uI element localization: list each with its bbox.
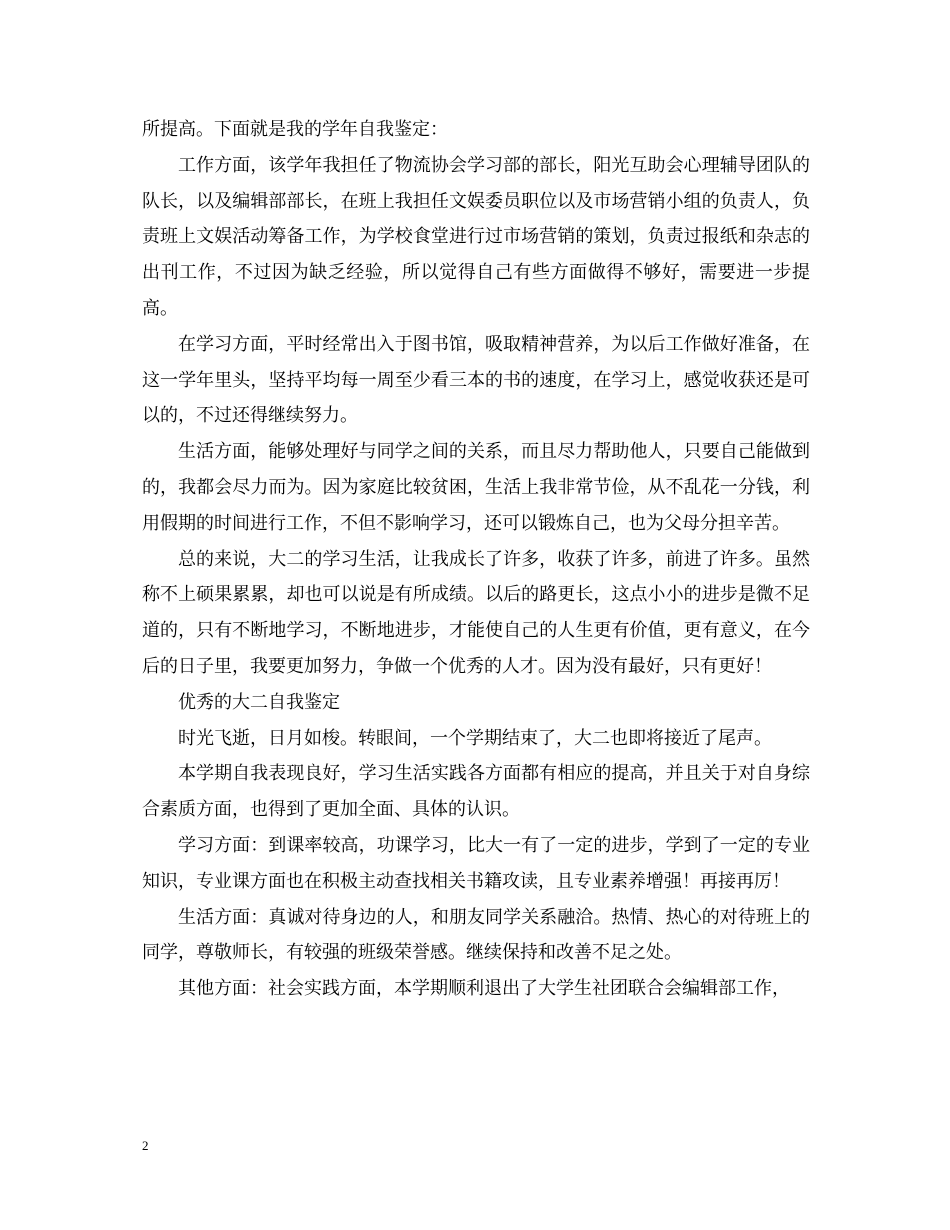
paragraph-study-2: 学习方面：到课率较高，功课学习，比大一有了一定的进步，学到了一定的专业知识，专业课方面也在积极主动查找相关书籍攻读，且专业素养增强！再接再厉！: [142, 834, 810, 892]
paragraph-life-2: 生活方面：真诚对待身边的人，和朋友同学关系融洽。热情、热心的对待班上的同学，尊敬师长，有较强的班级荣誉感。继续保持和改善不足之处。: [142, 906, 810, 964]
paragraph-continuation: 所提高。下面就是我的学年自我鉴定：: [142, 119, 448, 140]
page-number: 2: [142, 1138, 149, 1153]
paragraph-intro: 时光飞逝，日月如梭。转眼间，一个学期结束了，大二也即将接近了尾声。: [178, 727, 772, 749]
paragraph-performance: 本学期自我表现良好，学习生活实践各方面都有相应的提高，并且关于对自身综合素质方面，也得到了更加全面、具体的认识。: [142, 763, 810, 821]
paragraph-study: 在学习方面，平时经常出入于图书馆，吸取精神营养，为以后工作做好准备，在这一学年里头，坚持平均每一周至少看三本的书的速度，在学习上，感觉收获还是可以的，不过还得继续努力。: [142, 333, 810, 427]
paragraph-other: 其他方面：社会实践方面，本学期顺利退出了大学生社团联合会编辑部工作，: [178, 978, 790, 1000]
paragraph-summary: 总的来说，大二的学习生活，让我成长了许多，收获了许多，前进了许多。虽然称不上硕果累累，却也可以说是有所成绩。以后的路更长，这点小小的进步是微不足道的，只有不断地学习，不断地进步，才能使自己的人生更有价值，更有意义，在今后的日子里，我要更加努力，争做一个优秀的人才。因为没有最好，只有更好！: [142, 548, 810, 677]
document-body: [142, 112, 810, 1007]
paragraph-work: 工作方面，该学年我担任了物流协会学习部的部长，阳光互助会心理辅导团队的队长，以及编辑部部长，在班上我担任文娱委员职位以及市场营销小组的负责人，负责班上文娱活动筹备工作，为学校食堂进行过市场营销的策划，负责过报纸和杂志的出刊工作，不过因为缺乏经验，所以觉得自己有些方面做得不够好，需要进一步提高。: [142, 154, 810, 319]
section-heading: 优秀的大二自我鉴定: [178, 691, 340, 713]
paragraph-life: 生活方面，能够处理好与同学之间的关系，而且尽力帮助他人，只要自己能做到的，我都会尽力而为。因为家庭比较贫困，生活上我非常节俭，从不乱花一分钱，利用假期的时间进行工作，不但不影响学习，还可以锻炼自己，也为父母分担辛苦。: [142, 441, 810, 534]
